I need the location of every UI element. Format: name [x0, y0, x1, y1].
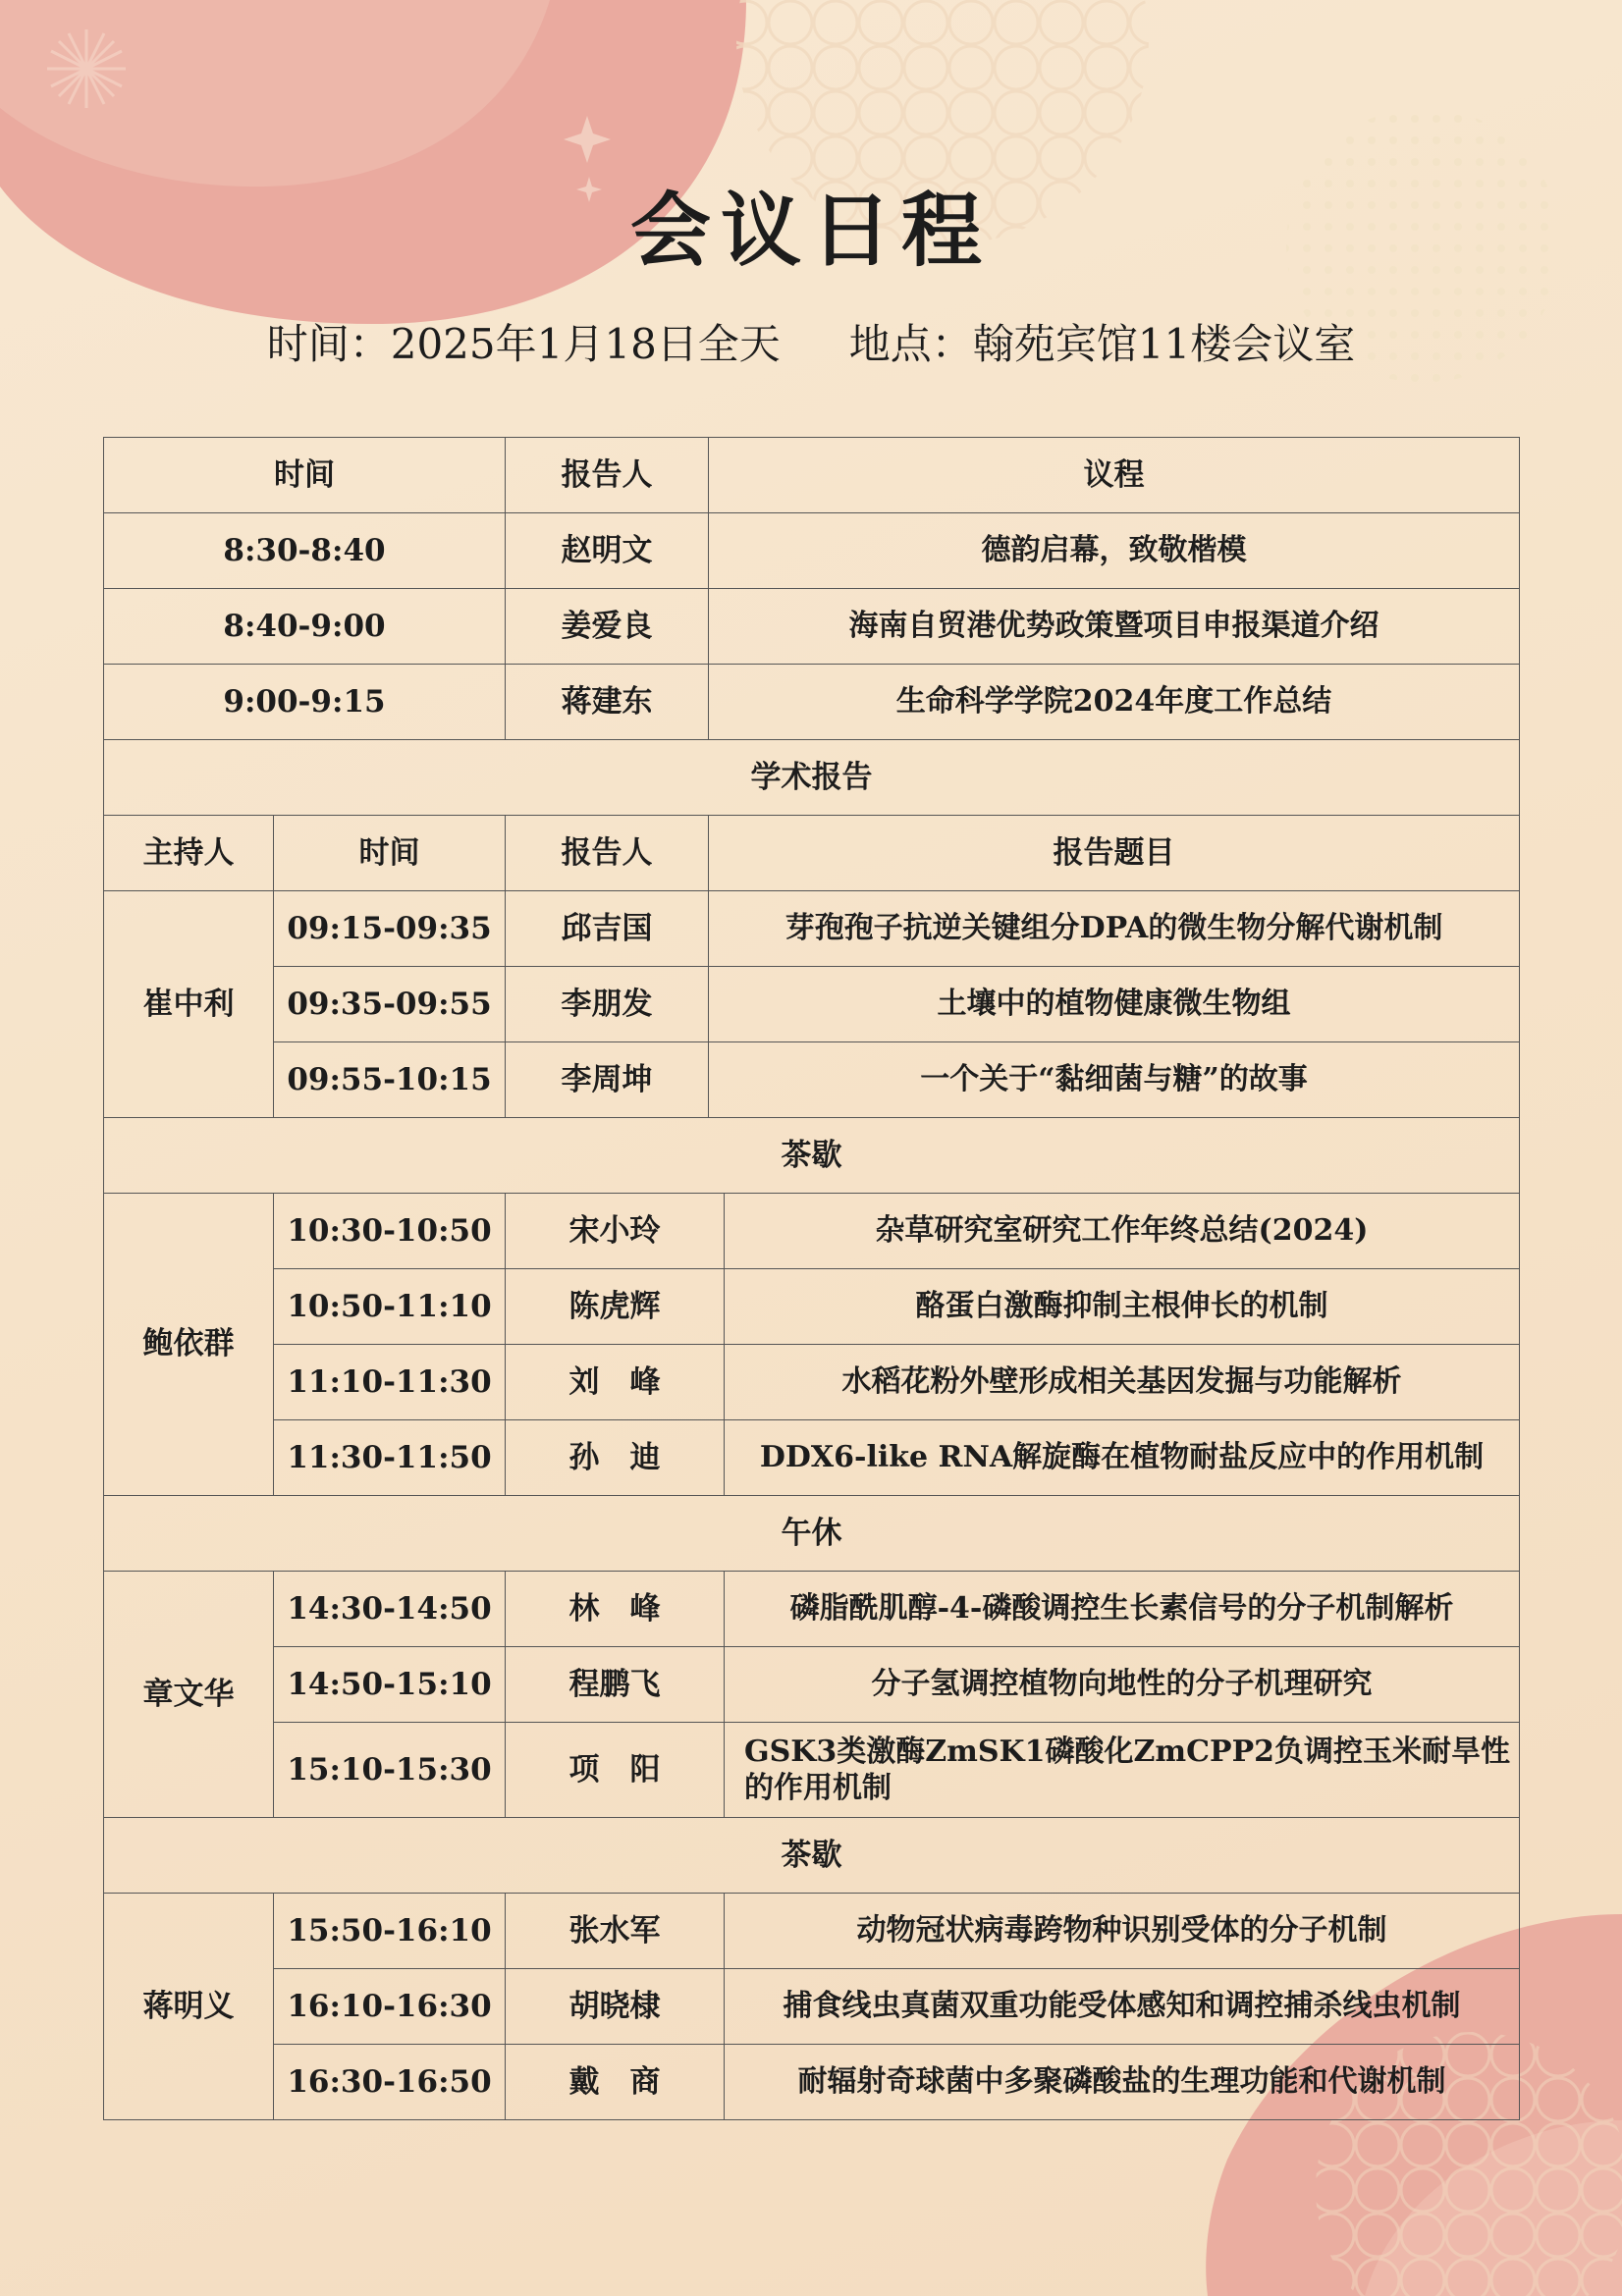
topic-cell: 一个关于“黏细菌与糖”的故事	[709, 1042, 1520, 1118]
speaker-cell: 蒋建东	[506, 665, 709, 740]
header-time: 时间	[104, 438, 506, 513]
table-row	[104, 816, 1520, 891]
time-cell: 11:30-11:50	[274, 1420, 506, 1496]
table-row	[104, 589, 1520, 665]
table-row	[104, 1042, 1520, 1118]
schedule-table	[103, 437, 1520, 2120]
time-cell: 14:50-15:10	[274, 1647, 506, 1723]
speaker-cell: 李周坤	[506, 1042, 709, 1118]
table-row	[104, 1818, 1520, 1894]
speaker-cell: 陈虎辉	[506, 1269, 725, 1345]
time-cell: 9:00-9:15	[104, 665, 506, 740]
header-agenda: 议程	[709, 438, 1520, 513]
speaker-cell: 程鹏飞	[506, 1647, 725, 1723]
topic-cell: 海南自贸港优势政策暨项目申报渠道介绍	[709, 589, 1520, 665]
host-cell: 蒋明义	[104, 1894, 274, 2120]
meeting-info	[0, 312, 1622, 371]
topic-cell: 酪蛋白激酶抑制主根伸长的机制	[725, 1269, 1520, 1345]
speaker-cell: 邱吉国	[506, 891, 709, 967]
speaker-cell: 赵明文	[506, 513, 709, 589]
time-cell: 09:15-09:35	[274, 891, 506, 967]
time-cell: 15:10-15:30	[274, 1723, 506, 1818]
time-cell: 10:50-11:10	[274, 1269, 506, 1345]
table-row	[104, 1496, 1520, 1572]
header-host: 主持人	[104, 816, 274, 891]
table-row	[104, 513, 1520, 589]
time-cell: 15:50-16:10	[274, 1894, 506, 1969]
time-cell: 16:30-16:50	[274, 2045, 506, 2120]
break-row: 茶歇	[104, 1118, 1520, 1194]
speaker-cell: 李朋发	[506, 967, 709, 1042]
table-row	[104, 1118, 1520, 1194]
table-row	[104, 1647, 1520, 1723]
time-cell: 10:30-10:50	[274, 1194, 506, 1269]
header-time: 时间	[274, 816, 506, 891]
speaker-cell: 戴 商	[506, 2045, 725, 2120]
table-row	[104, 1420, 1520, 1496]
break-row: 茶歇	[104, 1818, 1520, 1894]
header-speaker: 报告人	[506, 816, 709, 891]
section-title: 学术报告	[104, 740, 1520, 816]
topic-cell: 土壤中的植物健康微生物组	[709, 967, 1520, 1042]
speaker-cell: 孙 迪	[506, 1420, 725, 1496]
table-row	[104, 665, 1520, 740]
topic-cell: GSK3类激酶ZmSK1磷酸化ZmCPP2负调控玉米耐旱性的作用机制	[725, 1723, 1520, 1818]
table-row	[104, 1723, 1520, 1818]
topic-cell: 芽孢孢子抗逆关键组分DPA的微生物分解代谢机制	[709, 891, 1520, 967]
topic-cell: 磷脂酰肌醇-4-磷酸调控生长素信号的分子机制解析	[725, 1572, 1520, 1647]
topic-cell: 耐辐射奇球菌中多聚磷酸盐的生理功能和代谢机制	[725, 2045, 1520, 2120]
speaker-cell: 张水军	[506, 1894, 725, 1969]
host-cell: 崔中利	[104, 891, 274, 1118]
table-row	[104, 1969, 1520, 2045]
speaker-cell: 刘 峰	[506, 1345, 725, 1420]
speaker-cell: 姜爱良	[506, 589, 709, 665]
speaker-cell: 林 峰	[506, 1572, 725, 1647]
table-row	[104, 1345, 1520, 1420]
table-row	[104, 1194, 1520, 1269]
topic-cell: 分子氢调控植物向地性的分子机理研究	[725, 1647, 1520, 1723]
meeting-time: 时间：2025年1月18日全天	[266, 320, 781, 368]
speaker-cell: 宋小玲	[506, 1194, 725, 1269]
speaker-cell: 项 阳	[506, 1723, 725, 1818]
time-cell: 14:30-14:50	[274, 1572, 506, 1647]
table-row	[104, 891, 1520, 967]
host-cell: 章文华	[104, 1572, 274, 1818]
time-cell: 8:30-8:40	[104, 513, 506, 589]
time-cell: 09:35-09:55	[274, 967, 506, 1042]
topic-cell: 动物冠状病毒跨物种识别受体的分子机制	[725, 1894, 1520, 1969]
time-cell: 09:55-10:15	[274, 1042, 506, 1118]
break-row: 午休	[104, 1496, 1520, 1572]
table-row	[104, 1269, 1520, 1345]
topic-cell: 水稻花粉外壁形成相关基因发掘与功能解析	[725, 1345, 1520, 1420]
time-cell: 8:40-9:00	[104, 589, 506, 665]
table-row	[104, 2045, 1520, 2120]
page-title: 会议日程	[629, 184, 992, 278]
table-row	[104, 967, 1520, 1042]
speaker-cell: 胡晓棣	[506, 1969, 725, 2045]
time-cell: 11:10-11:30	[274, 1345, 506, 1420]
table-row	[104, 1894, 1520, 1969]
time-cell: 16:10-16:30	[274, 1969, 506, 2045]
table-row	[104, 1572, 1520, 1647]
topic-cell: 生命科学学院2024年度工作总结	[709, 665, 1520, 740]
topic-cell: 杂草研究室研究工作年终总结(2024)	[725, 1194, 1520, 1269]
table-row	[104, 438, 1520, 513]
topic-cell: 捕食线虫真菌双重功能受体感知和调控捕杀线虫机制	[725, 1969, 1520, 2045]
topic-cell: 德韵启幕，致敬楷模	[709, 513, 1520, 589]
table-row	[104, 740, 1520, 816]
header-topic: 报告题目	[709, 816, 1520, 891]
meeting-location: 地点：翰苑宾馆11楼会议室	[848, 320, 1356, 368]
host-cell: 鲍依群	[104, 1194, 274, 1496]
header-speaker: 报告人	[506, 438, 709, 513]
topic-cell: DDX6-like RNA解旋酶在植物耐盐反应中的作用机制	[725, 1420, 1520, 1496]
